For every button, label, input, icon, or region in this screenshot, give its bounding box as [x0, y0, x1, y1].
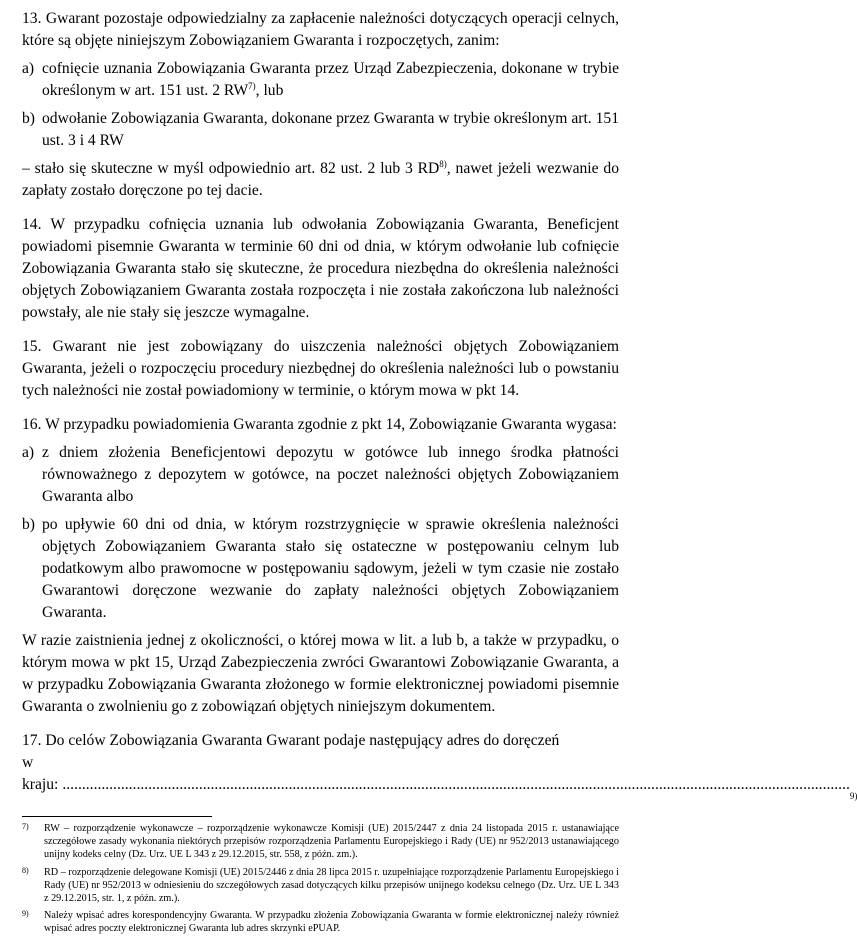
section-16-closing: W razie zaistnienia jednej z okoliczności, o której mowa w lit. a lub b, a także w przypadku, o którym mowa w pkt 15, Urząd Zabezpieczenia zwróci Gwarantowi Zobowiązanie Gwaranta, a w przypadku Zobowiązania Gwaranta złożonego w formie elektronicznej powiadomi pisemnie Gwaranta o zwolnieniu go z zobowiązań objętych niniejszym dokumentem.: [22, 632, 619, 715]
section-14: 14. W przypadku cofnięcia uznania lub odwołania Zobowiązania Gwaranta, Beneficjent powiadomi pisemnie Gwaranta w terminie 60 dni od dnia, w którym odwołanie lub cofnięcie Zobowiązania Gwaranta stało się skuteczne, że procedura niezbędna do określenia należności objętych Zobowiązaniem Gwaranta została rozpoczęta i nie została zakończona lub należności powstały, ale nie stały się jeszcze wymagalne.: [22, 216, 619, 321]
footnote-ref-7: 7): [248, 80, 256, 91]
section-17-intro: 17. Do celów Zobowiązania Gwaranta Gwarant podaje następujący adres do doręczeń: [22, 732, 560, 749]
footnote-8: 8) RD – rozporządzenie delegowane Komisji (UE) 2015/2446 z dnia 28 lipca 2015 r. uzupełniające rozporządzenie Parlamentu Europejskiego i Rady (UE) nr 952/2013 w odniesieniu do szczegółowych zasad dotyczących kilku przepisów unijnego kodeksu celnego (Dz. Urz. UE L 343 z 29.12.2015, str. 1, z późn. zm.).: [22, 865, 619, 905]
footnote-ref-8: 8): [439, 158, 447, 169]
section-13-closing: – stało się skuteczne w myśl odpowiednio art. 82 ust. 2 lub 3 RD$^{8)}$, nawet jeżeli wezwanie do zapłaty zostało doręczone po tej dacie.: [22, 158, 619, 199]
section-15: 15. Gwarant nie jest zobowiązany do uiszczenia należności objętych Zobowiązaniem Gwaranta, jeżeli o rozpoczęciu procedury niezbędnej do określenia należności lub o powstaniu tych należności nie został powiadomiony w terminie, o którym mowa w pkt 14.: [22, 338, 619, 399]
footnote-7: 7) RW – rozporządzenie wykonawcze – rozporządzenie wykonawcze Komisji (UE) 2015/2447 z dnia 24 listopada 2015 r. ustanawiające szczegółowe zasady wykonania niektórych przepisów rozporządzenia Parlamentu Europejskiego i Rady (UE) nr 952/2013 ustanawiającego unijny kodeks celny (Dz. Urz. UE L 343 z 29.12.2015, str. 558, z późn. zm.).: [22, 822, 619, 861]
section-13-item-b: b) odwołanie Zobowiązania Gwaranta, dokonane przez Gwaranta w trybie określonym art. 151 ust. 3 i 4 RW: [22, 110, 619, 149]
footnote-9: 9) Należy wpisać adres korespondencyjny Gwaranta. W przypadku złożenia Zobowiązania Gwaranta w formie elektronicznej należy również wpisać adres poczty elektronicznej Gwaranta lub adres skrzynki ePUAP.: [22, 909, 619, 935]
section-16-item-a: a) z dniem złożenia Beneficjentowi depozytu w gotówce lub innego środka płatności równoważnego z depozytem w gotówce, na poczet należności objętych Zobowiązaniem Gwaranta albo: [22, 444, 619, 505]
section-13-item-a: a) cofnięcie uznania Zobowiązania Gwaranta przez Urząd Zabezpieczenia, dokonane w trybie określonym w art. 151 ust. 2 RW$^{7)}$, lub: [22, 60, 619, 99]
footnotes: [22, 822, 619, 940]
section-16-intro: 16. W przypadku powiadomienia Gwaranta zgodnie z pkt 14, Zobowiązanie Gwaranta wygasa:: [22, 416, 617, 433]
address-line: w kraju: .......................................................................................................................................................................................................... 9): [22, 754, 857, 801]
section-13-intro: 13. Gwarant pozostaje odpowiedzialny za zapłacenie należności dotyczących operacji celnych, które są objęte niniejszym Zobowiązaniem Gwaranta i rozpoczętych, zanim:: [22, 10, 619, 49]
address-fill-line: ..........................................................................................................................................................................................................: [62, 776, 850, 793]
footnote-separator: [22, 816, 212, 817]
section-16-item-b: b) po upływie 60 dni od dnia, w którym rozstrzygnięcie w sprawie określenia należności objętych Zobowiązaniem Gwaranta stało się ostateczne w postępowaniu celnym lub podatkowym albo prawomocne w postępowaniu sądowym, jeżeli w tym czasie nie zostało Gwarantowi doręczone wezwanie do zapłaty należności objętych Zobowiązaniem Gwaranta.: [22, 516, 619, 621]
